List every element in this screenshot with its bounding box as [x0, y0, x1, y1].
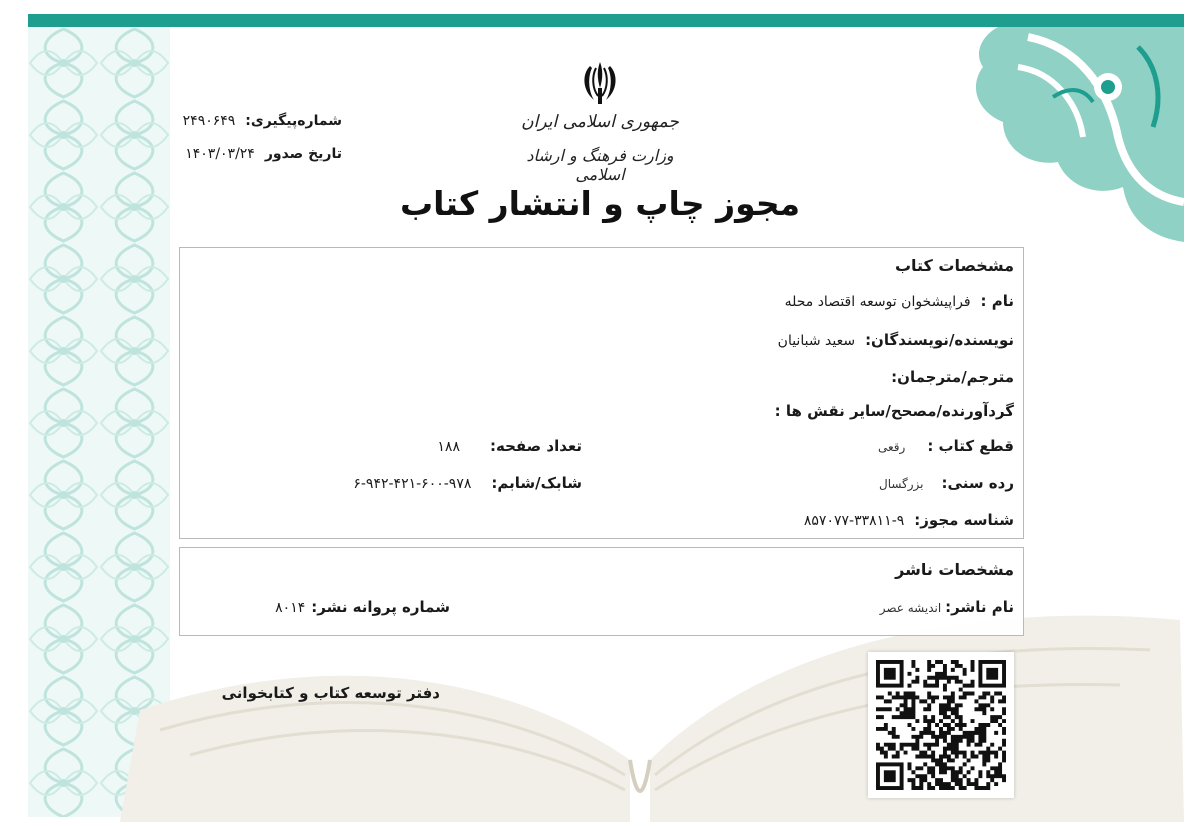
book-details-box — [179, 247, 1024, 539]
authors-label: نویسنده/نویسندگان: — [865, 331, 1014, 349]
office-name: دفتر توسعه کتاب و کتابخوانی — [221, 684, 440, 702]
age-label: رده سنی: — [941, 474, 1014, 492]
book-name-row — [785, 292, 1014, 310]
book-name-value: فراپیشخوان توسعه اقتصاد محله — [784, 294, 971, 310]
format-value: رقعی — [877, 440, 906, 454]
document-title: مجوز چاپ و انتشار کتاب — [399, 184, 801, 223]
header-ministry: وزارت فرهنگ و ارشاد اسلامی — [526, 146, 674, 184]
publisher-license-label: شماره پروانه نشر: — [311, 598, 450, 616]
book-section-title: مشخصات کتاب — [894, 256, 1014, 275]
publisher-name-value: اندیشه عصر — [879, 601, 942, 615]
translators-label: مترجم/مترجمان: — [891, 368, 1014, 386]
isbn-label: شابک/شابم: — [491, 474, 582, 492]
tracking-value: ۲۴۹۰۶۴۹ — [182, 113, 236, 129]
isbn-value: ۹۷۸-۶۰۰-۴۲۱-۹۴۲-۶ — [353, 476, 472, 492]
format-row — [878, 437, 1014, 455]
iran-emblem-icon — [576, 58, 624, 108]
tracking-number — [183, 113, 342, 129]
issue-date-value: ۱۴۰۳/۰۳/۲۴ — [185, 146, 255, 162]
other-roles-label: گردآورنده/مصحح/سایر نقش ها : — [774, 402, 1014, 420]
age-row — [879, 474, 1014, 492]
isbn-row — [353, 474, 582, 492]
publisher-section-title: مشخصات ناشر — [895, 560, 1014, 579]
tracking-label: شماره‌پیگیری: — [245, 113, 342, 129]
top-accent-bar — [28, 14, 1184, 27]
issue-date-label: تاریخ صدور — [264, 146, 342, 162]
other-roles-row — [775, 402, 1014, 420]
translators-row — [891, 368, 1014, 386]
pages-label: تعداد صفحه: — [489, 437, 582, 455]
format-label: قطع کتاب : — [927, 437, 1014, 455]
pages-row — [437, 437, 582, 455]
book-name-label: نام : — [980, 292, 1014, 310]
publisher-license-row — [275, 598, 450, 616]
age-value: بزرگسال — [878, 477, 924, 491]
qr-code — [868, 652, 1014, 798]
corner-ornament — [958, 27, 1184, 247]
publisher-name-row — [880, 598, 1014, 616]
issue-date — [185, 146, 342, 162]
publisher-name-label: نام ناشر: — [945, 598, 1014, 616]
permit-id-value: ۹-۳۳۸۱۱-۸۵۷۰۷۷ — [803, 513, 905, 529]
authors-row — [778, 331, 1014, 349]
qr-code-icon — [876, 660, 1006, 790]
permit-id-row — [804, 511, 1014, 529]
pages-value: ۱۸۸ — [437, 439, 460, 455]
permit-id-label: شناسه مجوز: — [914, 511, 1014, 529]
publisher-license-value: ۸۰۱۴ — [275, 600, 306, 616]
header-republic: جمهوری اسلامی ایران — [521, 112, 679, 132]
authors-value: سعید شبانیان — [777, 333, 856, 349]
